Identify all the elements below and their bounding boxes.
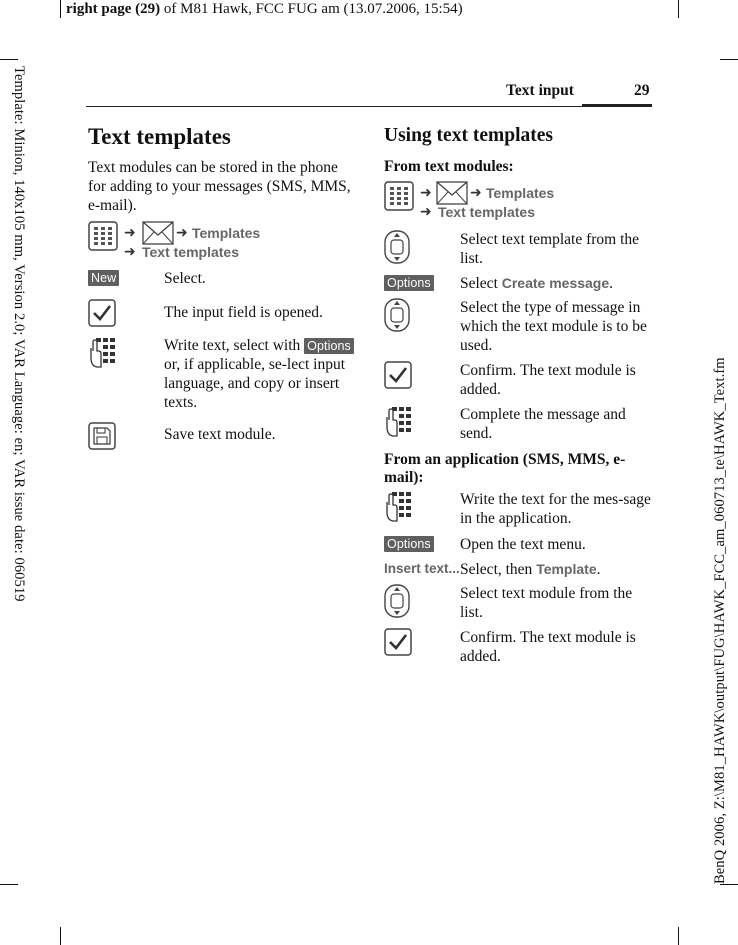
arrow-icon: ➜ bbox=[420, 185, 432, 201]
left-margin-text: Template: Minion, 140x105 mm, Version 2.0; VAR Language: en; VAR issue date: 060519 bbox=[11, 66, 27, 602]
running-header-page-ref: (29) bbox=[135, 1, 161, 17]
step-text bbox=[164, 336, 354, 412]
step-select-template bbox=[384, 230, 652, 269]
menu-grid-icon bbox=[88, 221, 118, 251]
crop-mark bbox=[720, 884, 738, 885]
running-header bbox=[66, 0, 463, 18]
arrow-icon: ➜ bbox=[124, 244, 136, 260]
crop-mark bbox=[678, 927, 679, 945]
nav-key-icon[interactable] bbox=[384, 298, 410, 332]
step-complete-send bbox=[384, 405, 652, 444]
insert-text-label[interactable]: Insert text... bbox=[384, 561, 460, 576]
crop-mark bbox=[60, 0, 61, 18]
path-templates[interactable]: Templates bbox=[192, 225, 261, 241]
keypad-icon[interactable] bbox=[88, 336, 120, 370]
options-softkey[interactable]: Options bbox=[384, 275, 434, 291]
page-header-section: Text input bbox=[506, 82, 574, 99]
envelope-icon bbox=[436, 181, 468, 205]
insert-text-after: . bbox=[596, 561, 601, 578]
from-application-heading: From an application (SMS, MMS, e-mail): bbox=[384, 451, 626, 486]
create-text-after: . bbox=[609, 275, 614, 292]
right-margin-text: BenQ 2006, Z:\M81_HAWK\output\FUG\HAWK_FCC_am_060713_te\HAWK_Text.fm bbox=[712, 357, 728, 884]
crop-mark bbox=[0, 884, 18, 885]
step-save bbox=[88, 422, 356, 455]
arrow-icon: ➜ bbox=[420, 204, 432, 220]
step-text: Select the type of message in which the text module is to be used. bbox=[460, 299, 647, 354]
right-title: Using text templates bbox=[384, 125, 553, 146]
step-insert-template bbox=[384, 560, 652, 579]
step-text: Select text template from the list. bbox=[460, 231, 640, 267]
arrow-icon: ➜ bbox=[176, 225, 188, 241]
step-text: Select text module from the list. bbox=[460, 585, 633, 621]
insert-text-before: Select, then bbox=[460, 561, 533, 578]
step-text: Select. bbox=[164, 270, 206, 287]
save-disk-icon[interactable] bbox=[88, 422, 116, 450]
step-text bbox=[460, 274, 613, 293]
left-intro: Text modules can be stored in the phone for adding to your messages (SMS, MMS, e-mail). bbox=[88, 159, 351, 214]
crop-mark bbox=[678, 0, 679, 18]
right-path bbox=[384, 181, 654, 225]
step-new bbox=[88, 269, 356, 288]
header-rule-thick bbox=[582, 104, 652, 107]
new-softkey[interactable]: New bbox=[88, 270, 119, 286]
step-write-app bbox=[384, 490, 652, 529]
page-number: 29 bbox=[634, 82, 650, 99]
step-text bbox=[460, 560, 601, 579]
envelope-icon bbox=[142, 221, 174, 245]
arrow-icon: ➜ bbox=[470, 185, 482, 201]
keypad-icon[interactable] bbox=[384, 405, 416, 439]
step-open-input bbox=[88, 299, 356, 332]
check-icon[interactable] bbox=[88, 299, 116, 327]
path-text-templates[interactable]: Text templates bbox=[438, 204, 535, 220]
step-text: Confirm. The text module is added. bbox=[460, 629, 636, 665]
crop-mark bbox=[720, 59, 738, 60]
check-icon[interactable] bbox=[384, 628, 412, 656]
step-create-message bbox=[384, 274, 652, 293]
write-text-after: or, if applicable, se-lect input language, and copy or insert texts. bbox=[164, 356, 346, 411]
step-open-menu bbox=[384, 535, 652, 554]
step-confirm-2 bbox=[384, 628, 652, 666]
arrow-icon: ➜ bbox=[124, 225, 136, 241]
running-header-rest: of M81 Hawk, FCC FUG am (13.07.2006, 15:54) bbox=[163, 1, 463, 17]
step-select-module bbox=[384, 584, 652, 623]
options-softkey[interactable]: Options bbox=[304, 338, 354, 354]
path-text-templates[interactable]: Text templates bbox=[142, 244, 239, 260]
step-text: Complete the message and send. bbox=[460, 406, 626, 442]
check-icon[interactable] bbox=[384, 361, 412, 389]
nav-key-icon[interactable] bbox=[384, 230, 410, 264]
path-templates[interactable]: Templates bbox=[486, 185, 555, 201]
left-title: Text templates bbox=[88, 124, 231, 149]
step-message-type bbox=[384, 298, 652, 355]
step-text: Confirm. The text module is added. bbox=[460, 362, 636, 398]
template-link[interactable]: Template bbox=[536, 561, 597, 577]
from-modules-heading: From text modules: bbox=[384, 158, 514, 175]
create-text-before: Select bbox=[460, 275, 498, 292]
running-header-label: right page bbox=[66, 1, 132, 17]
options-softkey[interactable]: Options bbox=[384, 536, 434, 552]
step-text: Open the text menu. bbox=[460, 536, 586, 553]
step-text: The input field is opened. bbox=[164, 304, 323, 321]
crop-mark bbox=[60, 927, 61, 945]
create-message-link[interactable]: Create message bbox=[501, 275, 610, 291]
nav-key-icon[interactable] bbox=[384, 584, 410, 618]
write-text-before: Write text, select with bbox=[164, 337, 301, 354]
step-text: Save text module. bbox=[164, 426, 276, 443]
header-rule bbox=[86, 106, 652, 107]
step-confirm-1 bbox=[384, 361, 652, 399]
step-text: Write the text for the mes-sage in the application. bbox=[460, 491, 651, 527]
left-path bbox=[88, 221, 358, 265]
crop-mark bbox=[0, 59, 18, 60]
menu-grid-icon bbox=[384, 181, 414, 211]
step-write-text bbox=[88, 336, 356, 412]
keypad-icon[interactable] bbox=[384, 490, 416, 524]
